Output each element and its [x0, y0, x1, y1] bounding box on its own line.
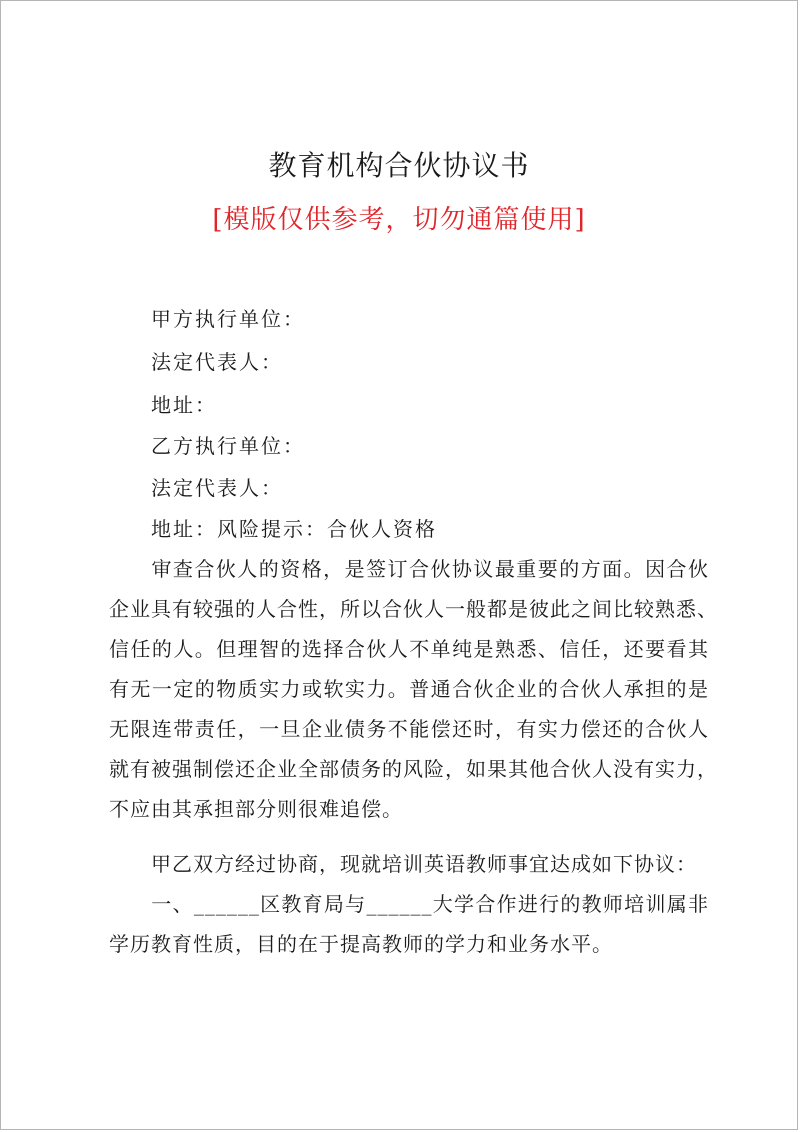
risk-paragraph: [109, 549, 718, 829]
paragraph-line: 企业具有较强的人合性，所以合伙人一般都是彼此之间比较熟悉、: [109, 597, 718, 621]
paragraph-line: 无限连带责任，一旦企业债务不能偿还时，有实力偿还的合伙人: [109, 717, 709, 741]
clause-line: 一、______区教育局与______大学合作进行的教师培训属非: [151, 892, 709, 916]
template-notice: [模版仅供参考，切勿通篇使用]: [212, 205, 586, 235]
party-b-address-risk-label: 地址：风险提示：合伙人资格: [151, 517, 437, 541]
paragraph-line: 信任的人。但理智的选择合伙人不单纯是熟悉、信任，还要看其: [109, 637, 709, 661]
party-a-representative-label: 法定代表人：: [151, 350, 283, 374]
paragraph-line: 就有被强制偿还企业全部债务的风险，如果其他合伙人没有实力，: [109, 757, 718, 781]
paragraph-line: 审查合伙人的资格，是签订合伙协议最重要的方面。因合伙: [151, 557, 709, 581]
clause-line: 学历教育性质，目的在于提高教师的学力和业务水平。: [109, 932, 613, 956]
party-b-representative-label: 法定代表人：: [151, 476, 283, 500]
party-b-unit-label: 乙方执行单位：: [151, 434, 305, 458]
party-a-unit-label: 甲方执行单位：: [151, 307, 305, 331]
paragraph-line: 有无一定的物质实力或软实力。普通合伙企业的合伙人承担的是: [109, 677, 709, 701]
clause-one: [109, 884, 709, 964]
party-a-address-label: 地址：: [151, 393, 217, 417]
document-title: 教育机构合伙协议书: [268, 149, 530, 182]
agreement-intro-text: 甲乙双方经过协商，现就培训英语教师事宜达成如下协议：: [151, 852, 697, 876]
paragraph-line: 不应由其承担部分则很难追偿。: [109, 797, 403, 821]
agreement-intro: [109, 844, 709, 884]
